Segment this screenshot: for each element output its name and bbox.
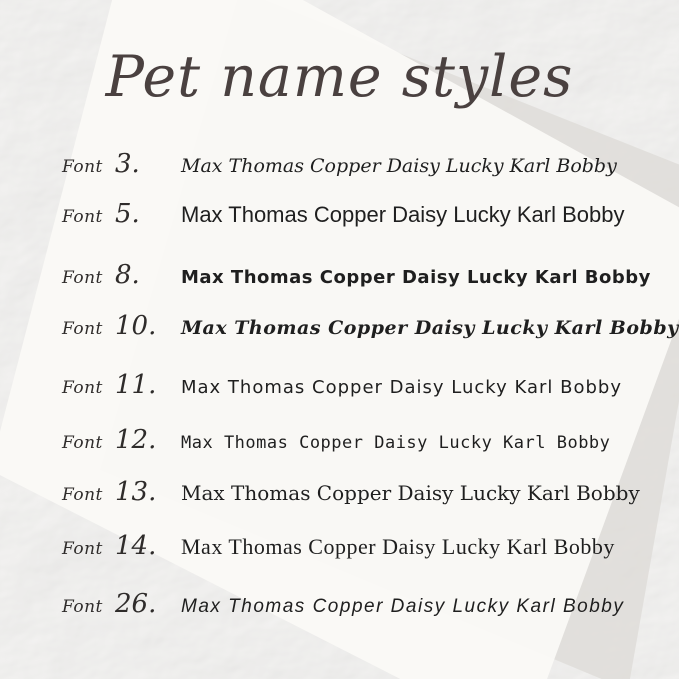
font-number: 13. bbox=[115, 477, 157, 507]
font-label: Font bbox=[62, 433, 103, 453]
page-title: Pet name styles bbox=[105, 44, 574, 110]
font-label: Font bbox=[62, 319, 103, 339]
font-sample-text: Max Thomas Copper Daisy Lucky Karl Bobby bbox=[181, 317, 679, 339]
font-style-row bbox=[62, 149, 679, 179]
font-label: Font bbox=[62, 485, 103, 505]
font-number: 26. bbox=[115, 589, 157, 619]
font-sample-text: Max Thomas Copper Daisy Lucky Karl Bobby bbox=[181, 202, 625, 227]
font-label: Font bbox=[62, 268, 103, 288]
font-style-row bbox=[62, 425, 679, 455]
font-sample-text: Max Thomas Copper Daisy Lucky Karl Bobby bbox=[181, 267, 651, 288]
font-sample-text: Max Thomas Copper Daisy Lucky Karl Bobby bbox=[181, 481, 640, 505]
font-number: 11. bbox=[115, 370, 157, 400]
font-sample-text: Max Thomas Copper Daisy Lucky Karl Bobby bbox=[181, 534, 615, 559]
font-label: Font bbox=[62, 539, 103, 559]
font-label: Font bbox=[62, 207, 103, 227]
font-style-row bbox=[62, 199, 679, 229]
font-style-row bbox=[62, 531, 679, 561]
font-style-row bbox=[62, 589, 679, 619]
font-sample-text: Max Thomas Copper Daisy Lucky Karl Bobby bbox=[181, 155, 617, 177]
font-number: 8. bbox=[115, 260, 140, 290]
font-label: Font bbox=[62, 597, 103, 617]
font-sample-text: Max Thomas Copper Daisy Lucky Karl Bobby bbox=[181, 596, 625, 617]
font-label: Font bbox=[62, 378, 103, 398]
font-style-row bbox=[62, 260, 679, 290]
font-style-row bbox=[62, 311, 679, 341]
font-number: 10. bbox=[115, 311, 157, 341]
font-number: 14. bbox=[115, 531, 157, 561]
font-number: 3. bbox=[115, 149, 140, 179]
font-number: 12. bbox=[115, 425, 157, 455]
font-label: Font bbox=[62, 157, 103, 177]
font-sample-text: Max Thomas Copper Daisy Lucky Karl Bobby bbox=[181, 377, 622, 398]
font-number: 5. bbox=[115, 199, 140, 229]
font-style-row bbox=[62, 477, 679, 507]
font-style-row bbox=[62, 370, 679, 400]
font-sample-text: Max Thomas Copper Daisy Lucky Karl Bobby bbox=[181, 433, 611, 453]
